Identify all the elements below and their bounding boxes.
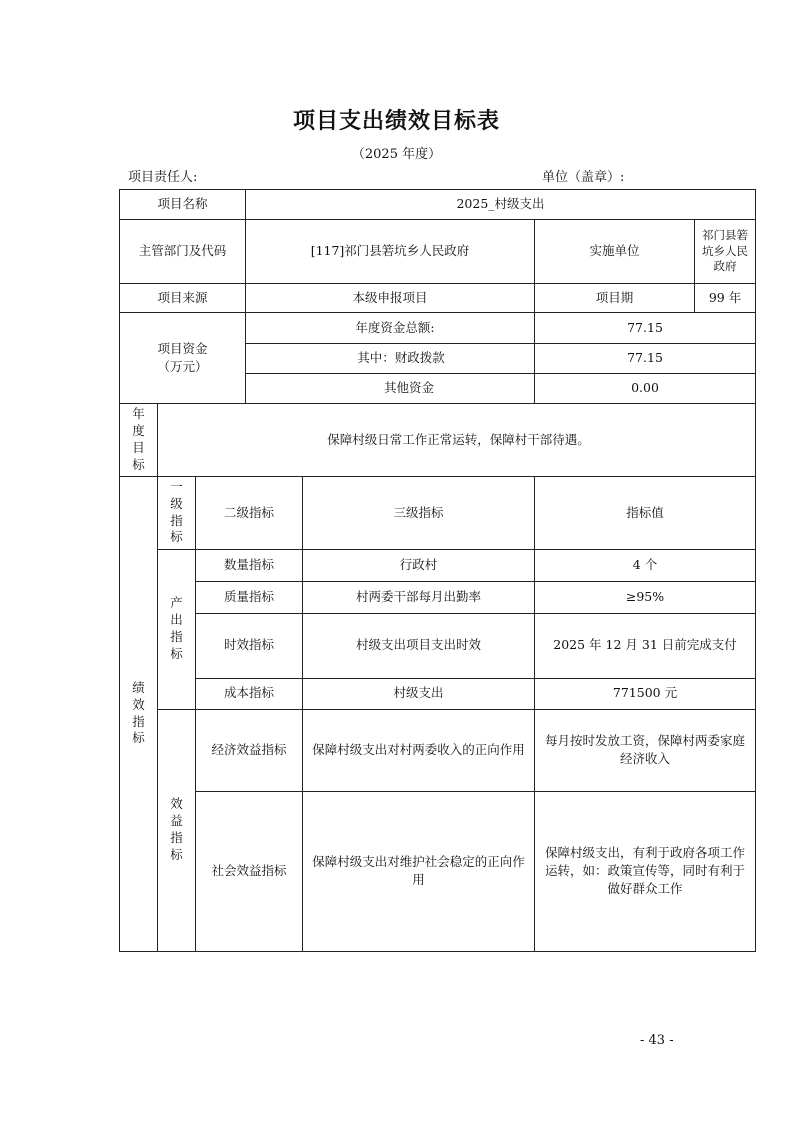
- annual-goal-value: 保障村级日常工作正常运转，保障村干部待遇。: [158, 404, 756, 477]
- project-name-value: 2025_村级支出: [246, 190, 756, 220]
- benefit-level2: 社会效益指标: [196, 791, 303, 951]
- fiscal-funds-label: 其中：财政拨款: [246, 344, 535, 374]
- fiscal-funds-value: 77.15: [535, 344, 756, 374]
- project-name-label: 项目名称: [120, 190, 246, 220]
- table-row: [120, 476, 756, 549]
- unit-seal-label: 单位（盖章）:: [542, 170, 625, 185]
- page-title: 项目支出绩效目标表: [292, 109, 500, 134]
- benefit-value: 每月按时发放工资，保障村两委家庭经济收入: [535, 709, 756, 791]
- table-row: [120, 791, 756, 951]
- performance-target-table: [119, 189, 756, 952]
- table-row: [120, 709, 756, 791]
- dept-value: [117]祁门县箬坑乡人民政府: [246, 220, 535, 284]
- page-number: - 43 -: [640, 1033, 674, 1048]
- annual-goal-label: 年度目标: [120, 404, 158, 477]
- output-indicator-label: 产出指标: [158, 549, 196, 709]
- table-row: [120, 313, 756, 344]
- funds-label-text: 项目资金: [157, 340, 208, 356]
- output-level3: 村级支出项目支出时效: [303, 613, 535, 678]
- benefit-level2: 经济效益指标: [196, 709, 303, 791]
- period-value: 99 年: [695, 284, 756, 313]
- output-level3: 行政村: [303, 549, 535, 581]
- benefit-level3: 保障村级支出对维护社会稳定的正向作用: [303, 791, 535, 951]
- table-row: [120, 220, 756, 284]
- benefit-value: 保障村级支出，有利于政府各项工作运转，如：政策宣传等，同时有利于做好群众工作: [535, 791, 756, 951]
- dept-label: 主管部门及代码: [120, 220, 246, 284]
- level3-header: 三级指标: [303, 476, 535, 549]
- other-funds-label: 其他资金: [246, 374, 535, 404]
- funds-label-unit: （万元）: [157, 359, 208, 374]
- impl-unit-label: 实施单位: [535, 220, 695, 284]
- output-level2: 质量指标: [196, 581, 303, 613]
- impl-unit-value: 祁门县箬坑乡人民政府: [695, 220, 756, 284]
- output-value: 2025 年 12 月 31 日前完成支付: [535, 613, 756, 678]
- level1-header: 一级指标: [158, 476, 196, 549]
- performance-label: 绩效指标: [120, 476, 158, 951]
- benefit-level3: 保障村级支出对村两委收入的正向作用: [303, 709, 535, 791]
- output-level3: 村两委干部每月出勤率: [303, 581, 535, 613]
- output-level2: 时效指标: [196, 613, 303, 678]
- table-row: [120, 678, 756, 709]
- period-label: 项目期: [535, 284, 695, 313]
- total-funds-value: 77.15: [535, 313, 756, 344]
- fiscal-year: （2025 年度）: [351, 147, 442, 162]
- level2-header: 二级指标: [196, 476, 303, 549]
- other-funds-value: 0.00: [535, 374, 756, 404]
- table-row: [120, 190, 756, 220]
- total-funds-label: 年度资金总额:: [246, 313, 535, 344]
- output-level3: 村级支出: [303, 678, 535, 709]
- output-level2: 成本指标: [196, 678, 303, 709]
- value-header: 指标值: [535, 476, 756, 549]
- funds-label: [120, 313, 246, 404]
- table-row: [120, 613, 756, 678]
- benefit-indicator-label: 效益指标: [158, 709, 196, 951]
- table-row: [120, 404, 756, 477]
- table-row: [120, 581, 756, 613]
- responsible-person-label: 项目责任人:: [128, 170, 198, 185]
- output-value: ≥95%: [535, 581, 756, 613]
- output-level2: 数量指标: [196, 549, 303, 581]
- table-row: [120, 549, 756, 581]
- output-value: 4 个: [535, 549, 756, 581]
- source-value: 本级申报项目: [246, 284, 535, 313]
- source-label: 项目来源: [120, 284, 246, 313]
- output-value: 771500 元: [535, 678, 756, 709]
- table-row: [120, 284, 756, 313]
